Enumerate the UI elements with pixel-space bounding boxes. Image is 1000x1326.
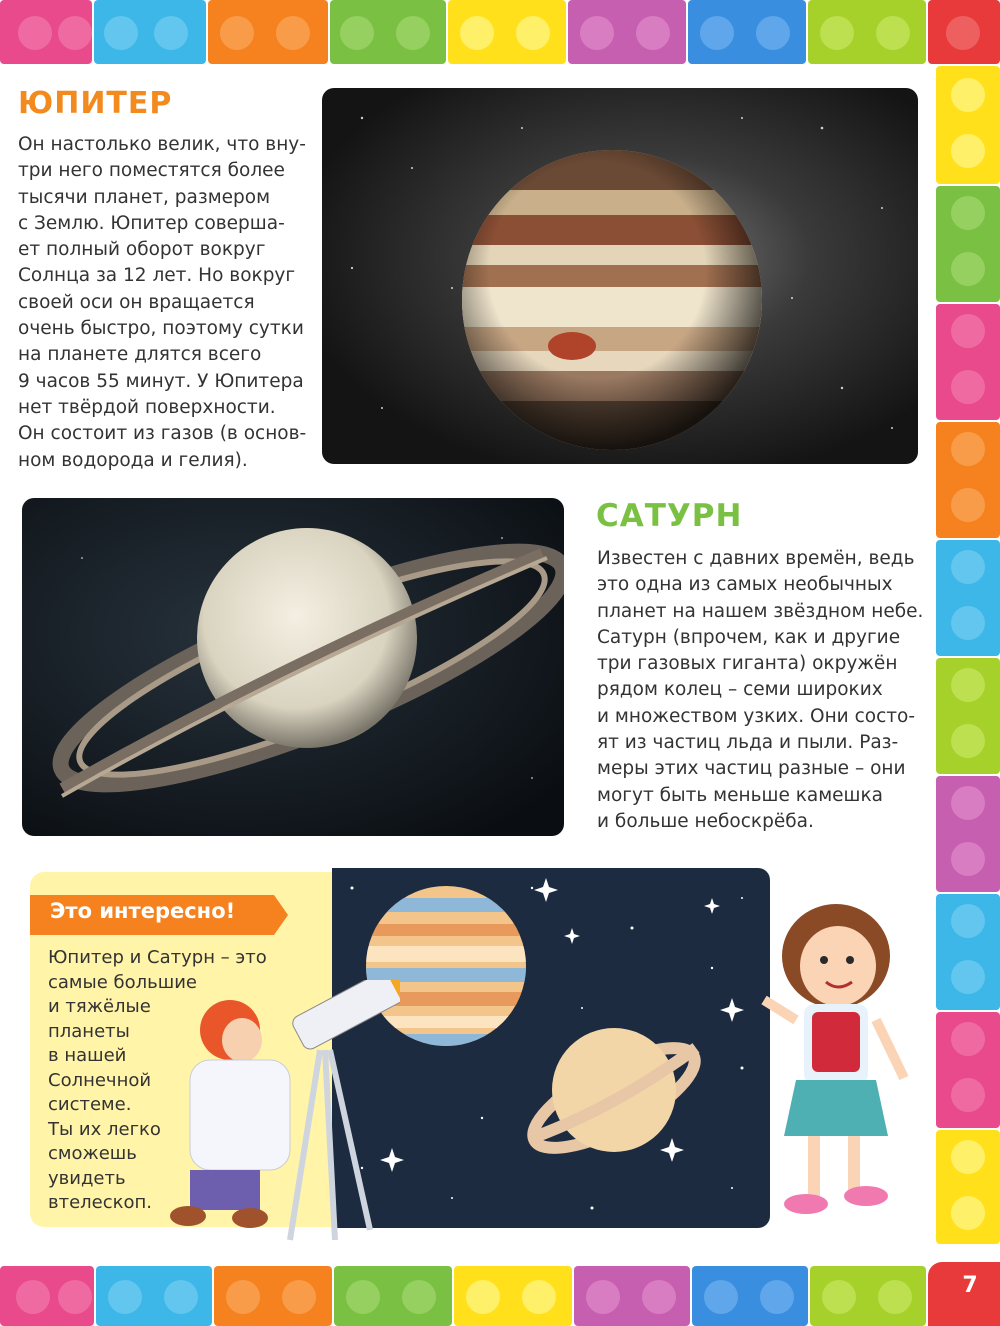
brick-yellow	[448, 0, 566, 64]
brick-purple	[574, 1266, 690, 1326]
brick-green	[334, 1266, 452, 1326]
fact-text: Юпитер и Сатурн – это самые большие и тяжёлые планеты в нашей Солнечной системе. Ты их легко сможешь увидеть втелескоп.	[48, 947, 267, 1213]
brick-blue	[936, 894, 1000, 1010]
brick-lime	[808, 0, 926, 64]
brick-orange	[936, 422, 1000, 538]
brick-purple	[568, 0, 686, 64]
jupiter-text: Он настолько велик, что вну- три него поместятся более тысячи планет, размером с Землю. Юпитер соверша- ет полный оборот вокруг Солнца за 12 лет. Но вокруг своей оси он вращается очень быстро, поэтому сутки на планете длятся всего 9 часов 55 минут. У Юпитера нет твёрдой поверхности. Он состоит из газов (в основ- ном водорода и гелия).	[18, 134, 307, 471]
brick-lime	[936, 658, 1000, 774]
brick-lime	[810, 1266, 926, 1326]
brick-yellow	[936, 66, 1000, 184]
brick-blue	[688, 0, 806, 64]
brick-green	[936, 186, 1000, 302]
brick-orange	[208, 0, 328, 64]
brick-blue	[692, 1266, 808, 1326]
saturn-heading: САТУРН	[596, 498, 743, 534]
brick-pink	[936, 304, 1000, 420]
brick-blue	[94, 0, 206, 64]
brick-blue	[96, 1266, 212, 1326]
brick-purple	[936, 776, 1000, 892]
brick-red	[928, 0, 1000, 64]
brick-green	[330, 0, 446, 64]
saturn-photo	[22, 498, 564, 836]
right-brick-border	[934, 66, 1000, 1262]
boy-with-telescope-illustration	[160, 980, 400, 1242]
jupiter-photo	[322, 88, 918, 464]
brick-pink	[936, 1012, 1000, 1128]
brick-yellow	[454, 1266, 572, 1326]
fact-banner-label: Это интересно!	[50, 899, 236, 923]
jupiter-heading: ЮПИТЕР	[18, 86, 173, 121]
bottom-brick-border	[0, 1262, 1000, 1326]
brick-blue	[936, 540, 1000, 656]
top-brick-border	[0, 0, 1000, 66]
brick-yellow	[936, 1130, 1000, 1244]
page-number: 7	[962, 1273, 978, 1298]
brick-pink	[0, 1266, 94, 1326]
girl-illustration	[756, 900, 916, 1222]
saturn-text: Известен с давних времён, ведь это одна из самых необычных планет на нашем звёздном небе. Сатурн (впрочем, как и другие три газовых гиганта) окружён рядом колец – семи широких и множеством узких. Они состо- ят из частиц льда и пыли. Раз- меры этих частиц разные – они могут быть меньше камешка и больше небоскрёба.	[597, 548, 924, 832]
brick-pink	[0, 0, 92, 64]
brick-orange	[214, 1266, 332, 1326]
